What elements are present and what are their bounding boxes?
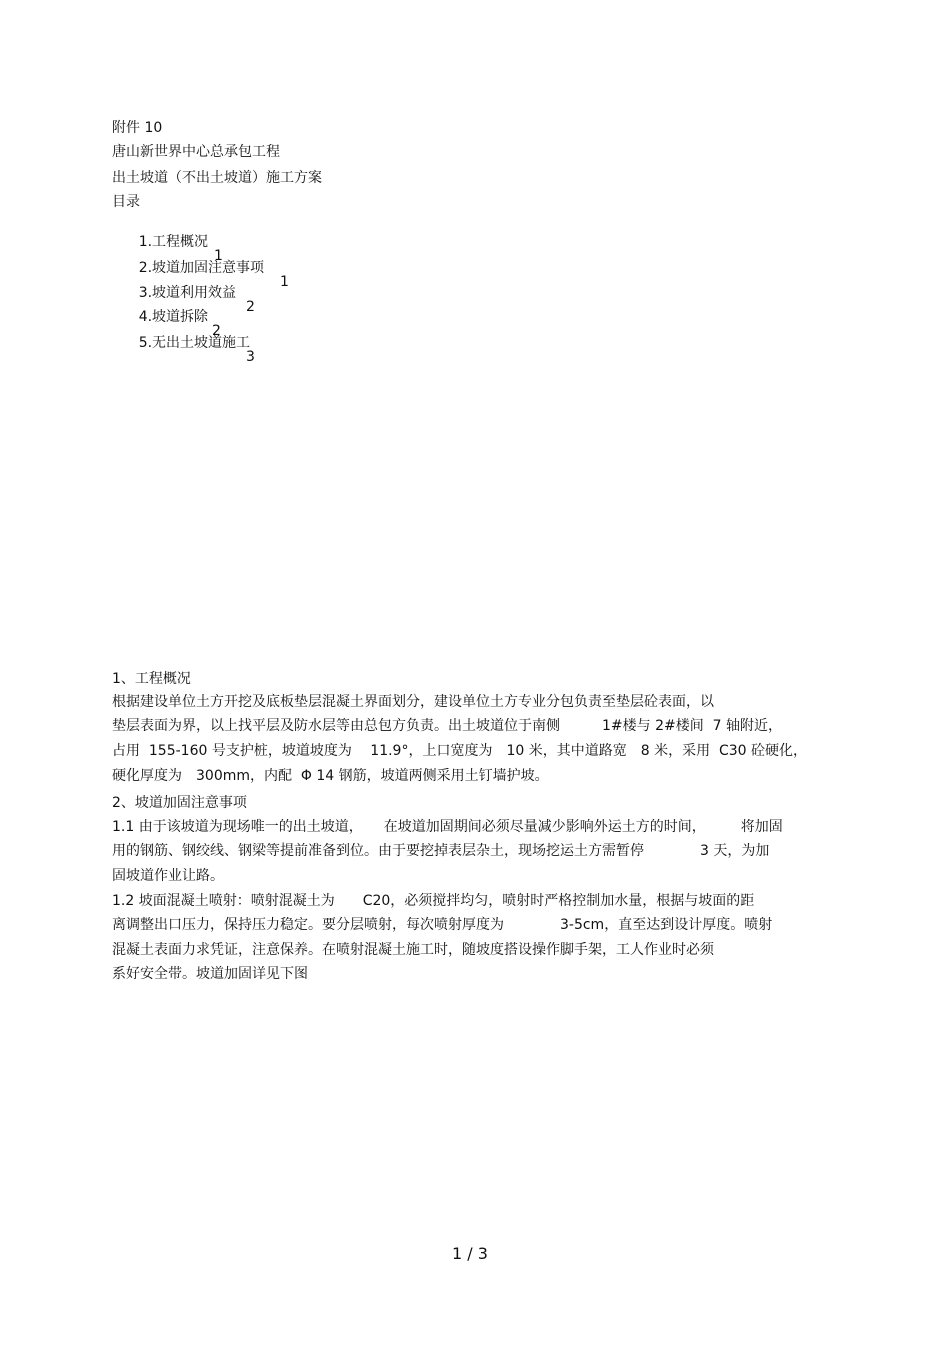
paragraph-line: 1.1 由于该坡道为现场唯一的出土坡道， 在坡道加固期间必须尽量减少影响外运土方的时间， 将加固 [112,819,783,835]
project-name: 唐山新世界中心总承包工程 [112,144,280,160]
toc-title: 目录 [112,194,140,210]
plan-title: 出土坡道（不出土坡道）施工方案 [112,170,322,186]
toc-item-page: 2 [246,299,255,315]
paragraph-line: 固坡道作业让路。 [112,868,224,884]
paragraph-line: 系好安全带。坡道加固详见下图 [112,966,308,982]
toc-item-page: 2 [212,323,221,339]
section-heading: 2、坡道加固注意事项 [112,795,247,811]
paragraph-line: 用的钢筋、钢绞线、钢梁等提前准备到位。由于要挖掉表层杂土，现场挖运土方需暂停 3 天，为加 [112,843,770,859]
paragraph-line: 1.2 坡面混凝土喷射：喷射混凝土为 C20，必须搅拌均匀，喷射时严格控制加水量，根据与坡面的距 [112,893,755,909]
toc-item-label: 5.无出土坡道施工 [138,335,251,351]
toc-item-page: 3 [246,349,255,365]
paragraph-line: 离调整出口压力，保持压力稳定。要分层喷射，每次喷射厚度为 3-5cm，直至达到设计厚度。喷射 [112,917,773,933]
paragraph-line: 垫层表面为界，以上找平层及防水层等由总包方负责。出土坡道位于南侧 1#楼与 2#楼间 7 轴附近， [112,718,782,734]
toc-item-page: 1 [280,274,289,290]
toc-item [112,322,255,378]
paragraph-line: 占用 155-160 号支护桩，坡道坡度为 11.9°，上口宽度为 10 米，其中道路宽 8 米，采用 C30 砼硬化， [112,743,808,759]
toc-item-label: 2.坡道加固注意事项 [138,260,265,276]
section-heading: 1、工程概况 [112,671,191,687]
toc-item-label: 3.坡道利用效益 [138,285,237,301]
page-indicator: 1 / 3 [452,1244,488,1263]
toc-item-page: 1 [214,248,223,264]
attachment-label: 附件 10 [112,120,163,136]
paragraph-line: 硬化厚度为 300mm，内配 Φ 14 钢筋，坡道两侧采用土钉墙护坡。 [112,768,549,784]
toc-item-label: 1.工程概况 [138,234,209,250]
paragraph-line: 混凝土表面力求凭证，注意保养。在喷射混凝土施工时，随坡度搭设操作脚手架，工人作业时必须 [112,942,714,958]
paragraph-line: 根据建设单位土方开挖及底板垫层混凝土界面划分，建设单位土方专业分包负责至垫层砼表面，以 [112,694,714,710]
toc-item-label: 4.坡道拆除 [138,309,209,325]
